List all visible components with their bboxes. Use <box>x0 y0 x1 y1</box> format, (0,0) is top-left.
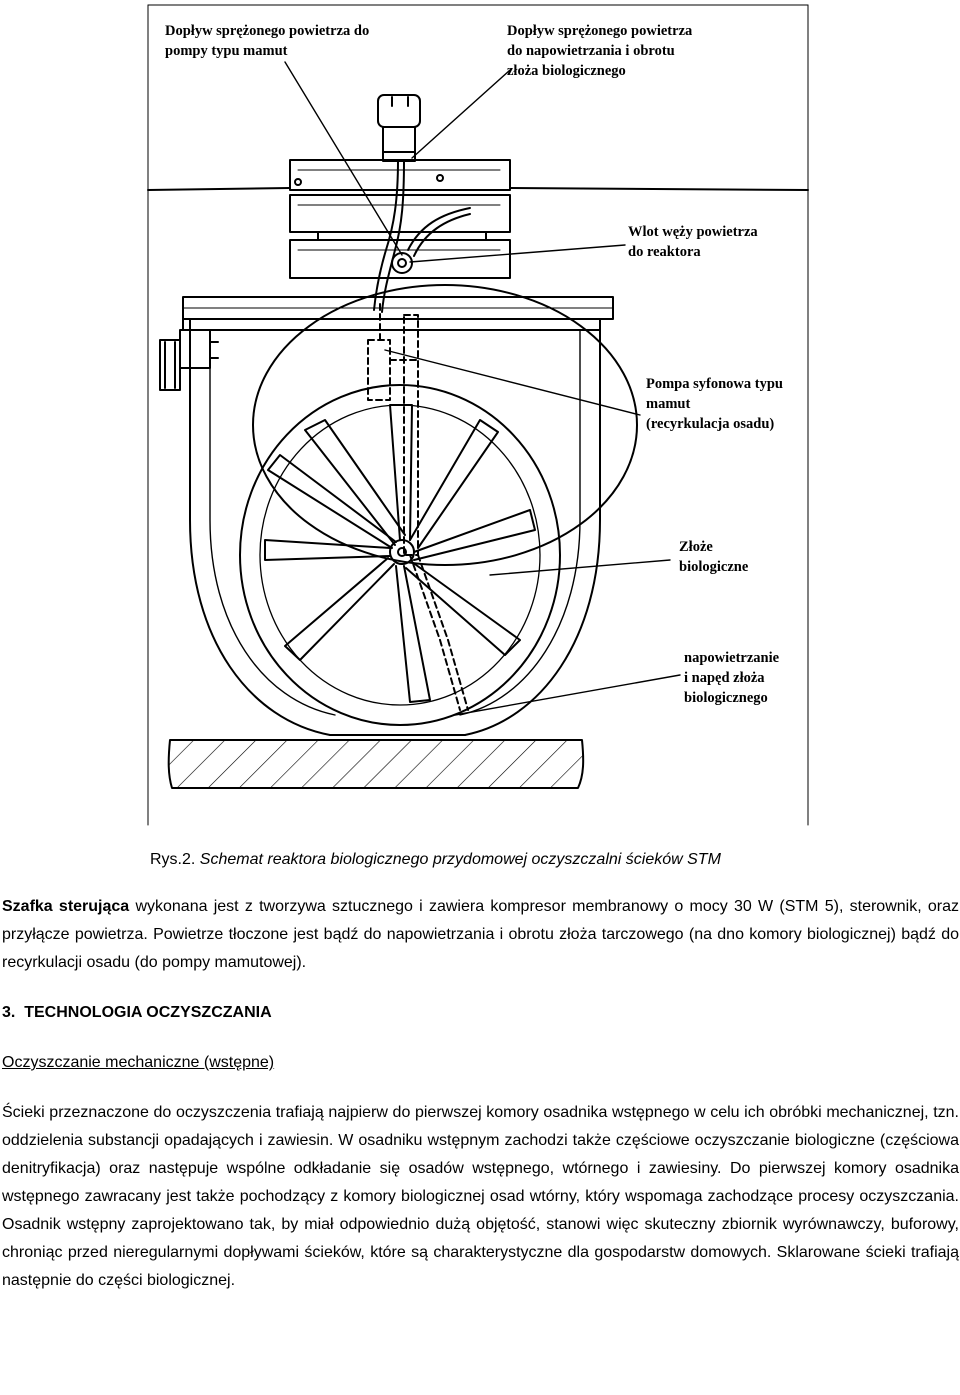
air-connector <box>378 95 420 161</box>
paragraph-body: wykonana jest z tworzywa sztucznego i zawiera kompresor membranowy o mocy 30 W (STM 5), sterownik, oraz przyłącze powietrza. Powietrze tłoczone jest bądź do napowietrzania i obrotu złoża tarczowego (na dno komory biologicznej) bądź do recyrkulacji osadu (do pompy mamutowej). <box>2 898 960 971</box>
label-line: biologicznego <box>684 690 768 706</box>
section-title: TECHNOLOGIA OCZYSZCZANIA <box>24 1004 272 1021</box>
label-siphon-pump <box>646 374 783 434</box>
rotating-disc <box>240 385 560 725</box>
label-line: do reaktora <box>628 244 701 260</box>
paragraph-mechanical-treatment: Ścieki przeznaczone do oczyszczenia trafiają najpierw do pierwszej komory osadnika wstępnego w celu ich obróbki mechanicznej, tzn. oddzielenia substancji opadających i zawiesin. W osadniku wstępnym zachodzi także częściowe oczyszczanie biologiczne (częściowa denitryfikacja) oraz następuje wspólne odkładanie się osadów wstępnego, wtórnego i zawiesiny. Do pierwszej komory osadnika wstępnego zawracany jest także pochodzący z komory biologicznej osad wtórny, który wspomaga zachodzące procesy oczyszczania. Osadnik wstępny zaprojektowano tak, by miał odpowiednio dużą objętość, stanowi więc skuteczny zbiornik wyrównawczy, buforowy, chroniąc przed nieregularnymi dopływami ścieków, które są charakterystyczne dla gospodarstw domowych. Sklarowane ścieki trafiają następnie do części biologicznej. <box>2 1104 959 1289</box>
base-slab <box>169 740 584 788</box>
top-plate <box>183 297 613 330</box>
label-line: i napęd złoża <box>684 670 765 686</box>
label-line: Złoże <box>679 539 713 555</box>
label-air-hose-inlet <box>628 222 758 262</box>
label-line: napowietrzanie <box>684 650 780 666</box>
body-text <box>2 893 959 1295</box>
ground-line-left <box>148 188 290 190</box>
label-line: do napowietrzania i obrotu <box>507 43 675 59</box>
label-line: (recyrkulacja osadu) <box>646 416 775 432</box>
section-heading <box>2 999 959 1027</box>
air-hoses <box>374 160 470 312</box>
caption-text: Schemat reaktora biologicznego przydomowej oczyszczalni ścieków STM <box>199 851 721 868</box>
label-compressed-air-aeration <box>507 21 692 81</box>
ground-line-right <box>510 188 808 190</box>
label-compressed-air-mammoth <box>165 21 369 61</box>
paragraph-control-cabinet <box>2 893 959 977</box>
label-line: Dopływ sprężonego powietrza <box>507 23 693 39</box>
section-number: 3. <box>2 1004 16 1021</box>
label-line: złoża biologicznego <box>507 63 626 79</box>
label-line: Pompa syfonowa typu <box>646 376 783 392</box>
label-line: mamut <box>646 396 691 412</box>
subheading: Oczyszczanie mechaniczne (wstępne) <box>2 1054 275 1071</box>
label-line: pompy typu mamut <box>165 43 288 59</box>
label-line: biologiczne <box>679 559 749 575</box>
caption-number: Rys.2. <box>150 851 196 868</box>
label-line: Wlot węży powietrza <box>628 224 758 240</box>
figure-caption <box>150 849 721 871</box>
label-aeration-drive <box>684 648 779 708</box>
bold-lead: Szafka sterująca <box>2 898 130 915</box>
label-biological-bed <box>679 537 748 577</box>
label-line: Dopływ sprężonego powietrza do <box>165 23 370 39</box>
